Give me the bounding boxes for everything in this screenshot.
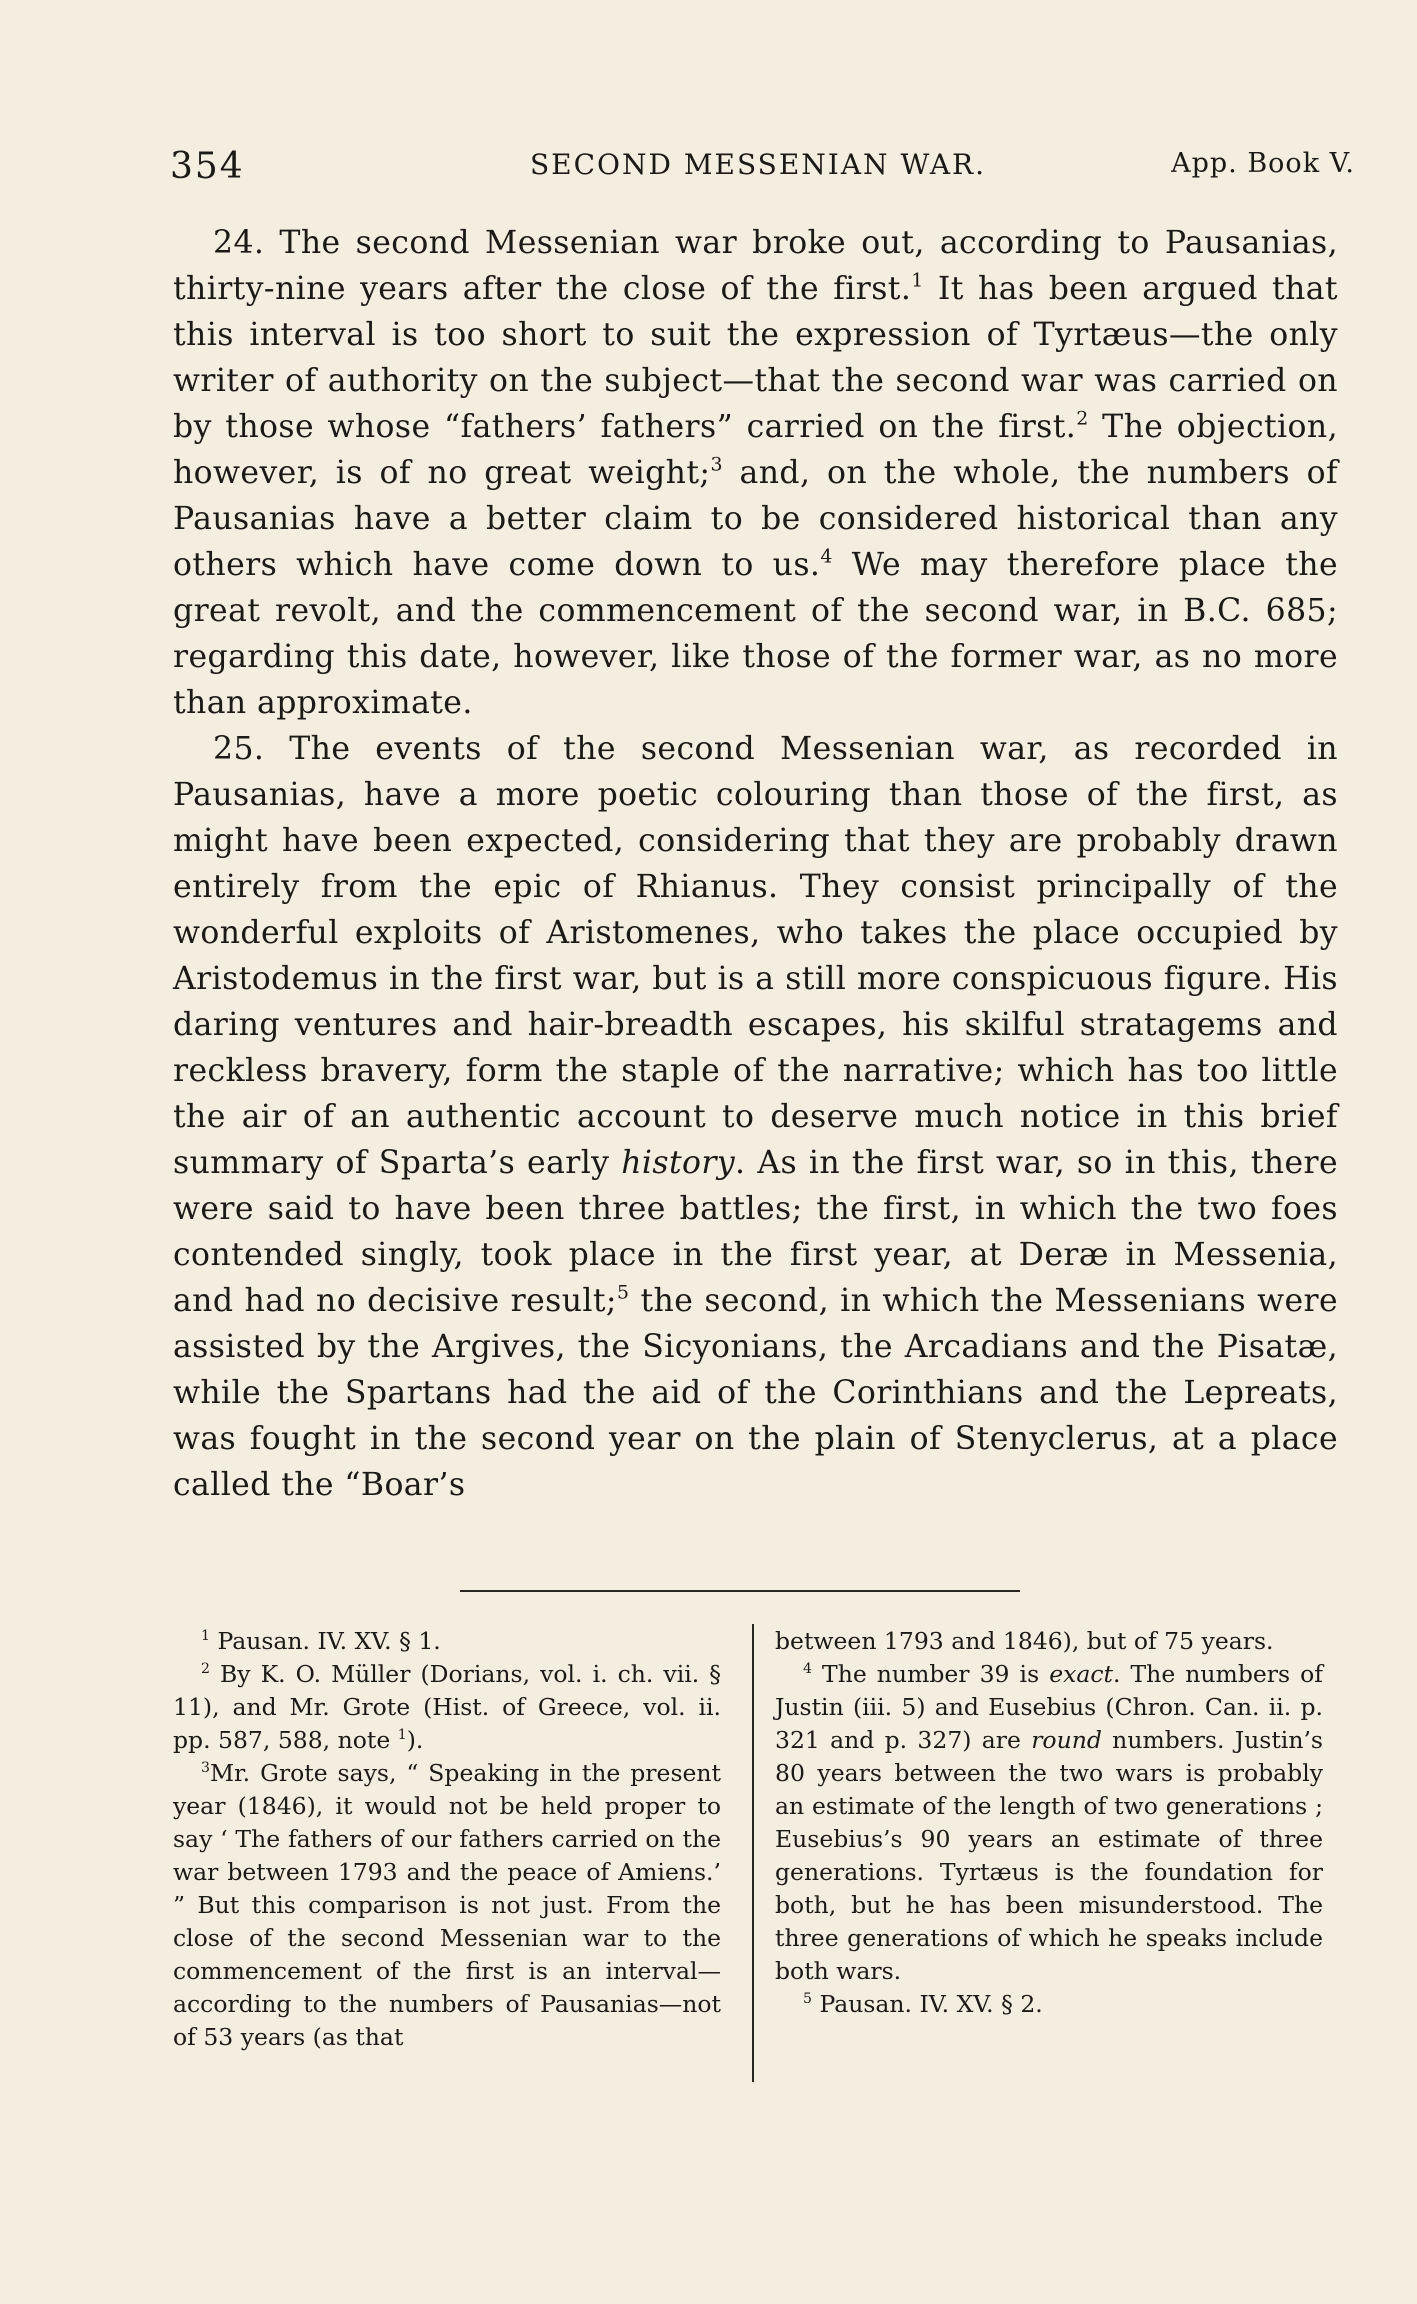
footnote-4: $^4$ The number 39 is exact. The numbers of Justin (iii. 5) and Eusebius (Chron. Can. ii. p. 321 and p. 327) are round numbers. Justin’s 80 years between the two wars is probably an estimate of the length of two generations ; Eusebius’s 90 years an estimate of three generations. Tyrtæus is the foundation for both, but he has been misunderstood. The three generations of which he speaks include both wars. (775, 1660, 1323, 1985)
page-number: 354 (170, 146, 245, 187)
footnote-ref-5: 5 (616, 1281, 630, 1304)
footnote-ref-3: 3 (710, 453, 723, 476)
footnote-ref-2: 2 (1076, 407, 1089, 430)
footnote-2: $^2$ By K. O. Müller (Dorians, vol. i. ch. vii. § 11), and Mr. Grote (Hist. of Greece, vol. ii. pp. 587, 588, note $^1$). (173, 1660, 721, 1754)
footnote-5: $^5$ Pausan. IV. XV. § 2. (803, 1990, 1043, 2018)
italic-history: history (621, 1145, 736, 1181)
footnotes-right-column (775, 1625, 1323, 2021)
main-text (173, 220, 1338, 1508)
footnote-3: $^3$Mr. Grote says, “ Speaking in the present year (1846), it would not be held proper to say ‘ The fathers of our fathers carried on the war between 1793 and the peace of Amiens.’ ” But this comparison is not just. From the close of the second Messenian war to the commencement of the first is an interval—according to the numbers of Pausanias—not of 53 years (as that (173, 1759, 721, 2051)
footnote-1: $^1$ Pausan. IV. XV. § 1. (201, 1627, 441, 1655)
footnote-ref-1: 1 (911, 269, 924, 292)
footnote-3-continued: between 1793 and 1846), but of 75 years. (775, 1627, 1274, 1655)
footnote-ref-4: 4 (820, 545, 833, 568)
footnote-rule (460, 1590, 1020, 1592)
footnotes-left-column (173, 1625, 721, 2054)
footnote-column-divider (752, 1624, 754, 2082)
paragraph-25: 25. The events of the second Messenian war, as recorded in Pausanias, have a more poetic colouring than those of the first, as might have been expected, considering that they are probably drawn entirely from the epic of Rhianus. They consist principally of the wonderful exploits of Aristomenes, who takes the place occupied by Aristodemus in the first war, but is a still more conspicuous figure. His daring ventures and hair-breadth escapes, his skilful stratagems and reckless bravery, form the staple of the narrative; which has too little the air of an authentic account to deserve much notice in this brief summary of Sparta’s early history. As in the first war, so in this, there were said to have been three battles; the first, in which the two foes contended singly, took place in the first year, at Deræ in Messenia, and had no decisive result;$^5$ the second, in which the Messenians were assisted by the Argives, the Sicyonians, the Arcadians and the Pisatæ, while the Spartans had the aid of the Corinthians and the Lepreats, was fought in the second year on the plain of Stenyclerus, at a place called the “Boar’s (173, 731, 1338, 1503)
running-title: SECOND MESSENIAN WAR. (530, 148, 987, 181)
section-reference: App. Book V. (1171, 148, 1355, 179)
paragraph-24: 24. The second Messenian war broke out, according to Pausanias, thirty-nine years after the close of the first.$^1$ It has been argued that this interval is too short to suit the expression of Tyrtæus—the only writer of authority on the subject—that the second war was carried on by those whose “fathers’ fathers” carried on the first.$^2$ The objection, however, is of no great weight;$^3$ and, on the whole, the numbers of Pausanias have a better claim to be considered historical than any others which have come down to us.$^4$ We may therefore place the great revolt, and the commencement of the second war, in B.C. 685; regarding this date, however, like those of the former war, as no more than approximate. (173, 225, 1339, 721)
running-header (170, 140, 1355, 190)
